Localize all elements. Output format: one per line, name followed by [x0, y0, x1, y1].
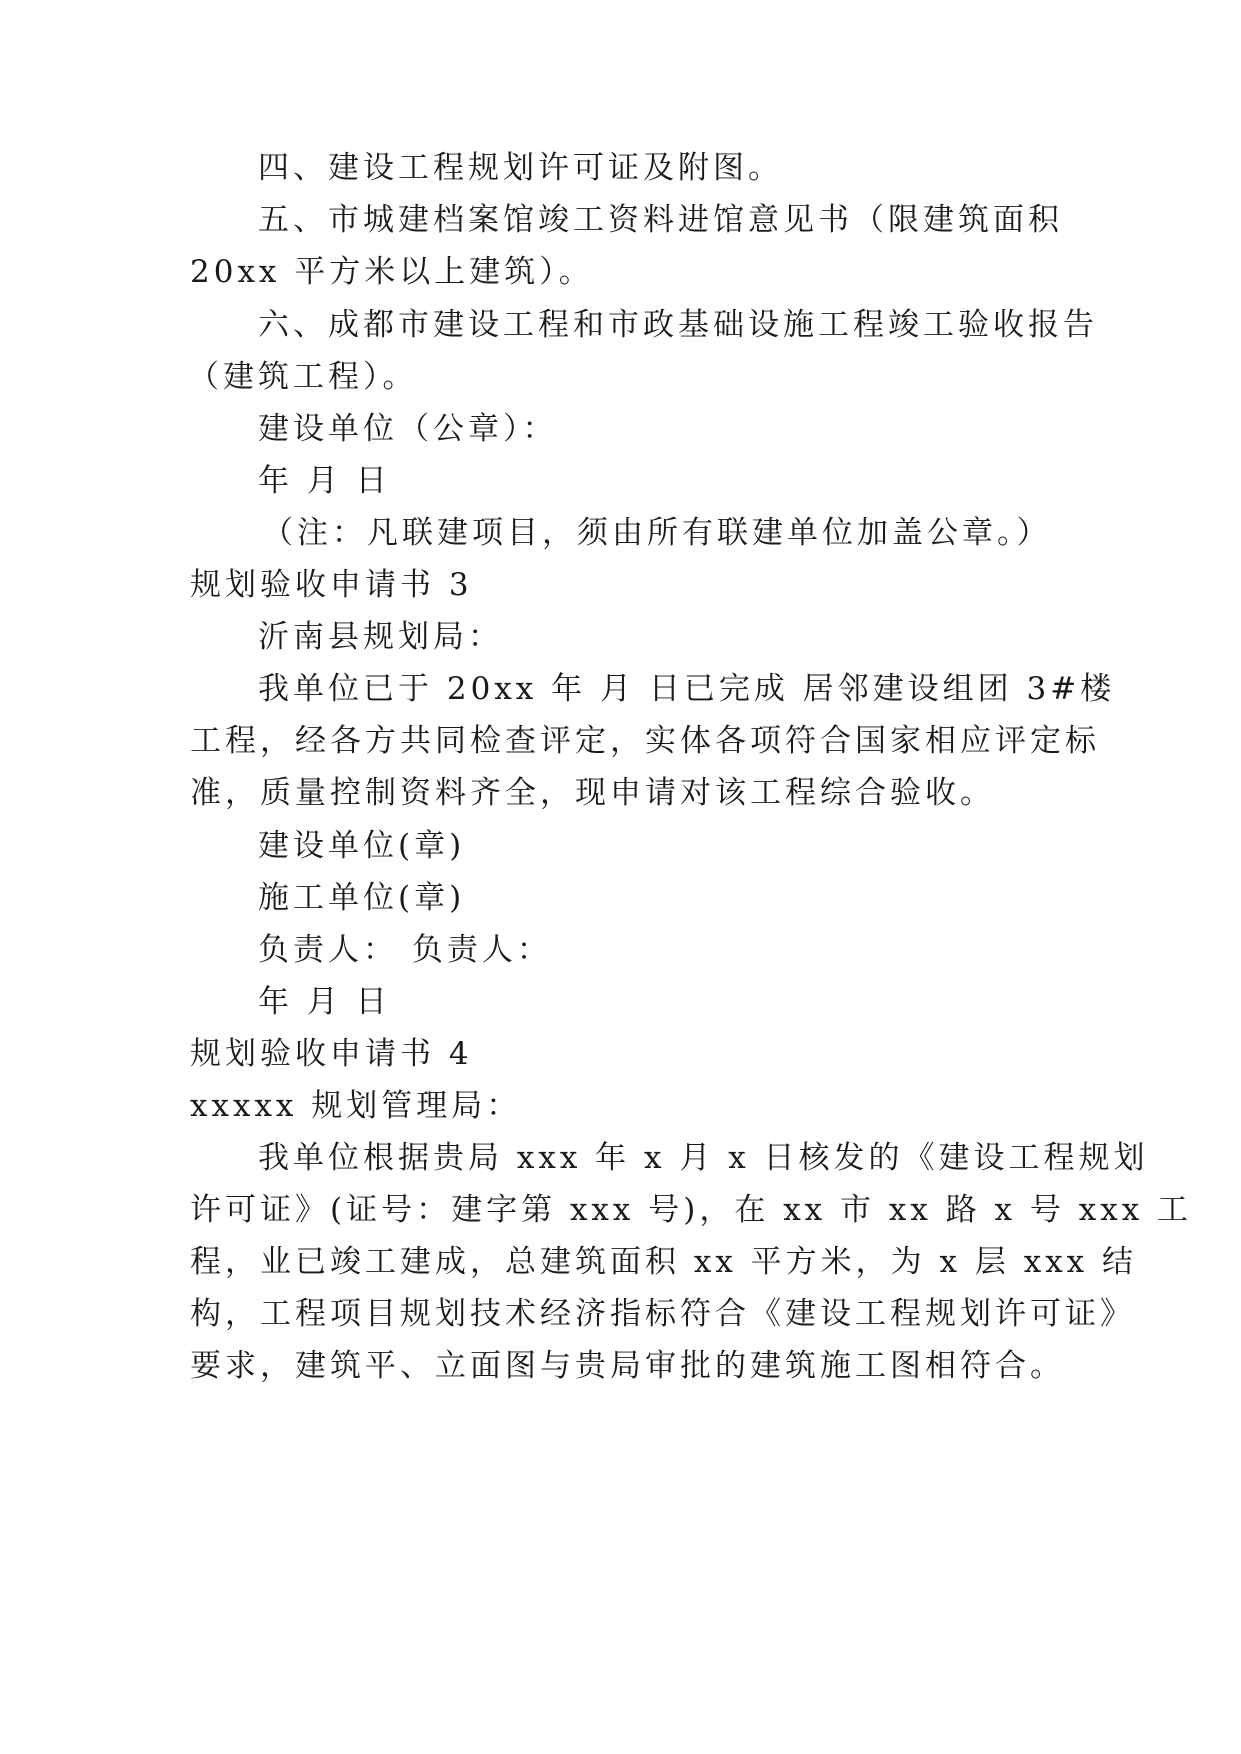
addressee-line: xxxxx 规划管理局： — [190, 1088, 522, 1124]
contractor-unit-stamp: 施工单位(章) — [258, 880, 466, 916]
body-paragraph-line: 要求，建筑平、立面图与贵局审批的建筑施工图相符合。 — [190, 1348, 1065, 1384]
item-five-continued: 20xx 平方米以上建筑）。 — [190, 254, 594, 290]
body-paragraph-line: 准，质量控制资料齐全，现申请对该工程综合验收。 — [190, 775, 995, 811]
construction-unit-stamp: 建设单位(章) — [258, 828, 466, 864]
body-paragraph-line: 我单位根据贵局 xxx 年 x 月 x 日核发的《建设工程规划 — [258, 1140, 1149, 1176]
body-paragraph-line: 许可证》(证号：建字第 xxx 号)，在 xx 市 xx 路 x 号 xxx 工 — [190, 1192, 1193, 1228]
body-paragraph-line: 构，工程项目规划技术经济指标符合《建设工程规划许可证》 — [190, 1296, 1135, 1332]
body-paragraph-line: 我单位已于 20xx 年 月 日已完成 居邻建设组团 3#楼 — [258, 671, 1116, 707]
body-paragraph-line: 工程，经各方共同检查评定，实体各项符合国家相应评定标 — [190, 723, 1100, 759]
section-title-3: 规划验收申请书 3 — [190, 567, 473, 603]
construction-unit-seal: 建设单位（公章）： — [258, 411, 558, 447]
addressee-line: 沂南县规划局： — [258, 619, 503, 655]
section-title-4: 规划验收申请书 4 — [190, 1036, 473, 1072]
date-line: 年 月 日 — [258, 463, 391, 499]
note-line: （注：凡联建项目，须由所有联建单位加盖公章。） — [262, 515, 1052, 551]
date-line: 年 月 日 — [258, 984, 391, 1020]
item-four: 四、建设工程规划许可证及附图。 — [258, 150, 783, 186]
item-six-continued: （建筑工程）。 — [188, 359, 418, 395]
body-paragraph-line: 程，业已竣工建成，总建筑面积 xx 平方米，为 x 层 xxx 结 — [190, 1244, 1138, 1280]
item-five: 五、市城建档案馆竣工资料进馆意见书（限建筑面积 — [258, 202, 1063, 238]
responsible-person-line: 负责人： 负责人： — [258, 932, 552, 968]
item-six: 六、成都市建设工程和市政基础设施工程竣工验收报告 — [258, 307, 1098, 343]
